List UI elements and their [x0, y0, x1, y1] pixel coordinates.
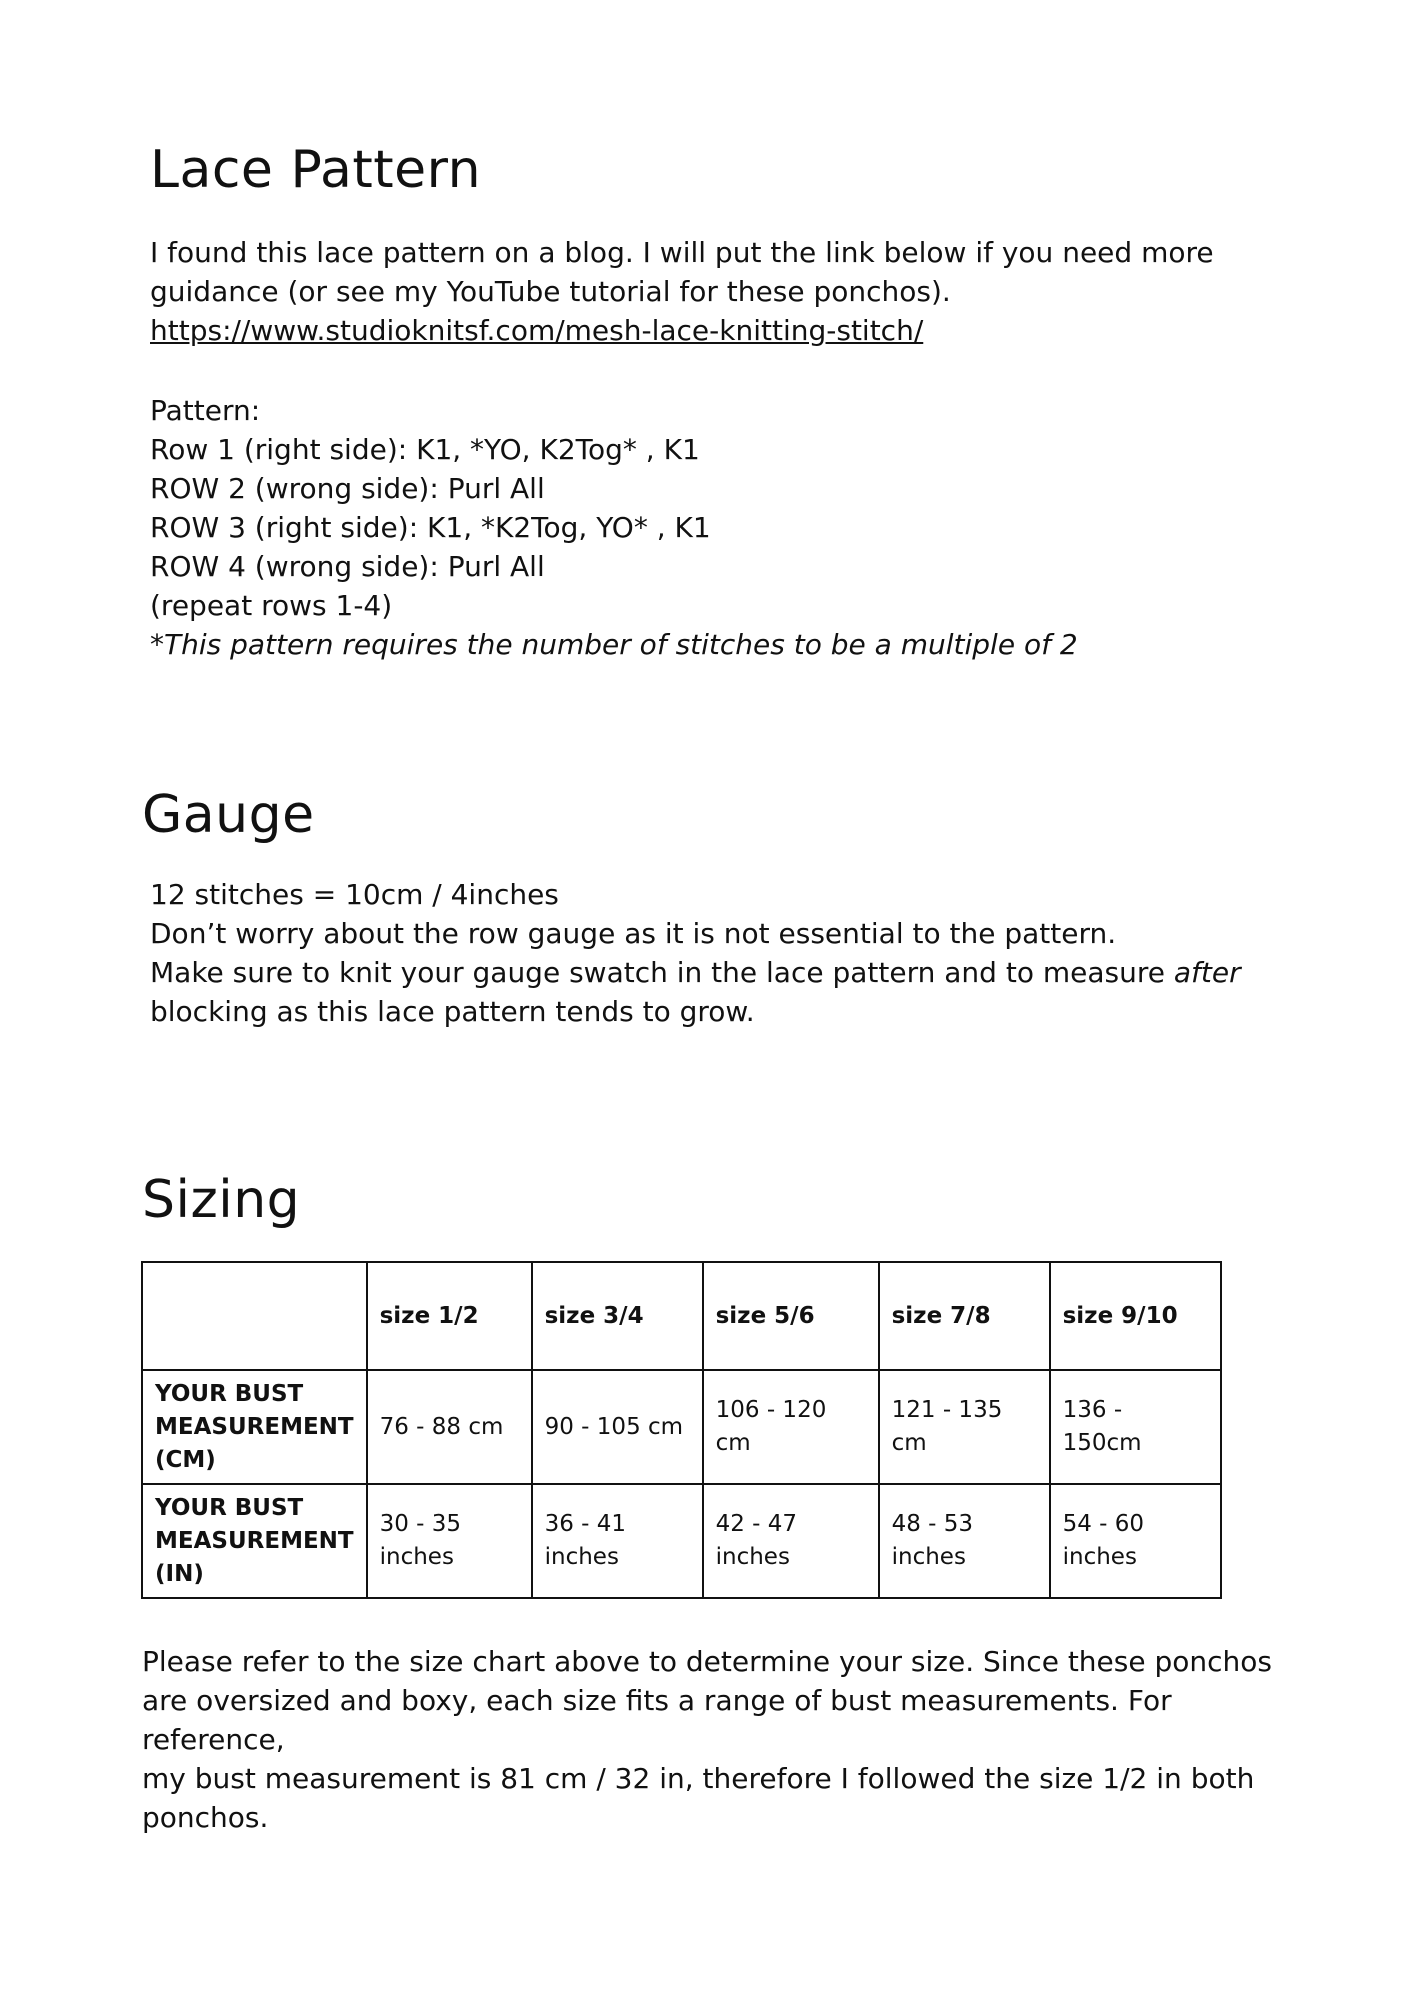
- cell-line: inches: [891, 1544, 966, 1570]
- lace-pattern-instructions: [150, 391, 1078, 664]
- row-label-cell: [142, 1370, 367, 1484]
- gauge-line: Don’t worry about the row gauge as it is not essential to the pattern.: [150, 917, 1117, 950]
- gauge-line: blocking as this lace pattern tends to grow.: [150, 995, 755, 1028]
- size-header-cell: size 7/8: [879, 1262, 1050, 1370]
- table-cell: [879, 1370, 1050, 1484]
- cell-line: 76 - 88 cm: [379, 1413, 504, 1440]
- cell-line: 121 - 135 cm: [891, 1397, 1003, 1456]
- cell-line: 54 - 60: [1062, 1511, 1145, 1537]
- row-label-line: MEASUREMENT: [155, 1413, 354, 1440]
- gauge-line: 12 stitches = 10cm / 4inches: [150, 878, 559, 911]
- note-star: *: [150, 628, 164, 661]
- cell-line: inches: [379, 1544, 454, 1570]
- table-cell: [532, 1370, 703, 1484]
- sizing-note-line: Please refer to the size chart above to determine your size. Since these ponchos: [142, 1645, 1272, 1678]
- cell-line: 136 -: [1062, 1397, 1123, 1423]
- studioknitsf-link[interactable]: https://www.studioknitsf.com/mesh-lace-knitting-stitch/: [150, 314, 924, 347]
- gauge-italic-after: after: [1173, 956, 1241, 989]
- row-label-cell: [142, 1484, 367, 1598]
- table-cell: [367, 1370, 532, 1484]
- cell-line: 48 - 53: [891, 1511, 974, 1537]
- cell-line: inches: [715, 1544, 790, 1570]
- size-header-cell: size 9/10: [1050, 1262, 1221, 1370]
- cell-line: inches: [1062, 1544, 1137, 1570]
- gauge-heading: Gauge: [142, 785, 315, 845]
- row-label-line: (IN): [155, 1560, 204, 1587]
- pattern-row: ROW 3 (right side): K1, *K2Tog, YO* , K1: [150, 511, 711, 544]
- cell-line: inches: [544, 1544, 619, 1570]
- size-header-cell: size 1/2: [367, 1262, 532, 1370]
- cell-line: 30 - 35: [379, 1511, 462, 1537]
- size-chart-table: [141, 1261, 1222, 1599]
- table-row: [142, 1370, 1221, 1484]
- lace-intro-line: I found this lace pattern on a blog. I will put the link below if you need more: [150, 236, 1214, 269]
- table-cell: [1050, 1484, 1221, 1598]
- lace-pattern-heading: Lace Pattern: [150, 140, 482, 200]
- pattern-row: ROW 4 (wrong side): Purl All: [150, 550, 545, 583]
- note-italic-text: This pattern requires the number of stitches to be a multiple of 2: [164, 628, 1078, 661]
- row-label-line: YOUR BUST: [155, 1494, 304, 1521]
- table-cell: [703, 1484, 879, 1598]
- pattern-repeat-note: (repeat rows 1-4): [150, 589, 393, 622]
- table-cell: [879, 1484, 1050, 1598]
- row-label-line: YOUR BUST: [155, 1380, 304, 1407]
- table-row: [142, 1484, 1221, 1598]
- cell-line: 150cm: [1062, 1430, 1142, 1456]
- cell-line: cm: [715, 1430, 751, 1456]
- size-header-cell: size 3/4: [532, 1262, 703, 1370]
- gauge-paragraph: [150, 875, 1241, 1031]
- cell-line: 90 - 105 cm: [544, 1413, 684, 1440]
- gauge-line-text: Make sure to knit your gauge swatch in the lace pattern and to measure: [150, 956, 1174, 989]
- pattern-row: ROW 2 (wrong side): Purl All: [150, 472, 545, 505]
- sizing-note-paragraph: [142, 1642, 1302, 1837]
- lace-intro-line: guidance (or see my YouTube tutorial for these ponchos).: [150, 275, 951, 308]
- lace-intro-paragraph: [150, 233, 1214, 350]
- row-label-line: (CM): [155, 1446, 216, 1473]
- size-header-cell: size 5/6: [703, 1262, 879, 1370]
- table-header-row: [142, 1262, 1221, 1370]
- cell-line: 106 - 120: [715, 1397, 827, 1423]
- sizing-note-line: are oversized and boxy, each size fits a range of bust measurements. For reference,: [142, 1684, 1172, 1756]
- gauge-line: [150, 953, 1241, 992]
- table-corner-cell: [142, 1262, 367, 1370]
- sizing-note-line: ponchos.: [142, 1801, 269, 1834]
- pattern-label: Pattern:: [150, 394, 261, 427]
- stitch-multiple-note: [150, 625, 1078, 664]
- table-cell: [367, 1484, 532, 1598]
- table-cell: [703, 1370, 879, 1484]
- cell-line: 36 - 41: [544, 1511, 627, 1537]
- table-cell: [1050, 1370, 1221, 1484]
- pattern-row: Row 1 (right side): K1, *YO, K2Tog* , K1: [150, 433, 700, 466]
- sizing-heading: Sizing: [142, 1170, 301, 1230]
- cell-line: 42 - 47: [715, 1511, 798, 1537]
- row-label-line: MEASUREMENT: [155, 1527, 354, 1554]
- sizing-note-line: my bust measurement is 81 cm / 32 in, therefore I followed the size 1/2 in both: [142, 1762, 1255, 1795]
- table-cell: [532, 1484, 703, 1598]
